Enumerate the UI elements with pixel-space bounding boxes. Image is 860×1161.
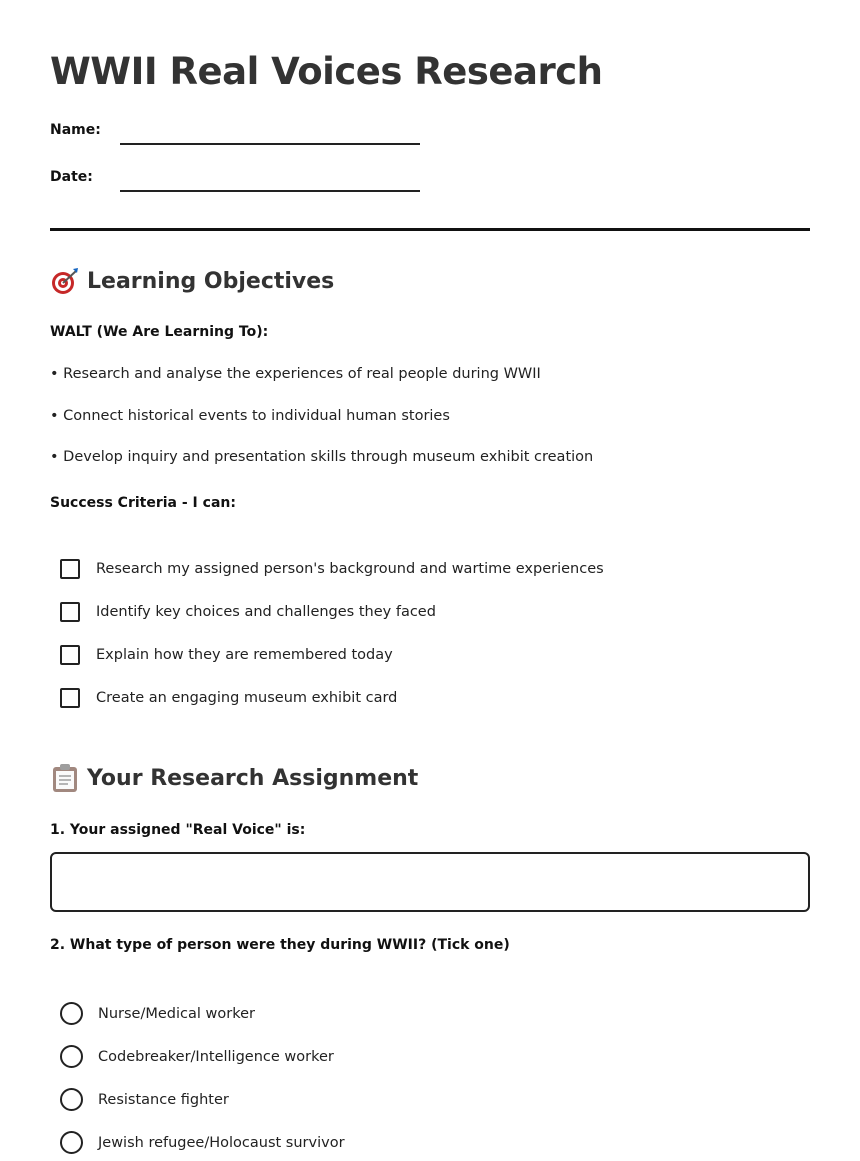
person-type-option xyxy=(60,1045,334,1068)
person-type-label: Nurse/Medical worker xyxy=(98,1005,255,1022)
person-type-option xyxy=(60,1002,255,1025)
walt-item: • Develop inquiry and presentation skills through museum exhibit creation xyxy=(50,449,594,465)
date-field[interactable] xyxy=(120,190,420,192)
research-assignment-heading xyxy=(50,763,418,793)
criteria-item xyxy=(60,688,397,708)
name-field[interactable] xyxy=(120,143,420,145)
criteria-checkbox[interactable] xyxy=(60,645,80,665)
person-type-radio[interactable] xyxy=(60,1045,83,1068)
question-1-label: 1. Your assigned "Real Voice" is: xyxy=(50,822,306,838)
criteria-label: Create an engaging museum exhibit card xyxy=(96,690,398,706)
walt-item: • Connect historical events to individual human stories xyxy=(50,408,450,424)
learning-objectives-heading xyxy=(50,266,334,296)
criteria-checkbox[interactable] xyxy=(60,602,80,622)
learning-objectives-title: Learning Objectives xyxy=(87,268,335,294)
criteria-label: Identify key choices and challenges they faced xyxy=(96,604,436,620)
page-title: WWII Real Voices Research xyxy=(50,50,603,93)
walt-item: • Research and analyse the experiences of real people during WWII xyxy=(50,366,541,382)
criteria-checkbox[interactable] xyxy=(60,559,80,579)
person-type-radio[interactable] xyxy=(60,1002,83,1025)
criteria-item xyxy=(60,559,604,579)
name-label: Name: xyxy=(50,122,101,138)
walt-label: WALT (We Are Learning To): xyxy=(50,324,269,340)
clipboard-icon xyxy=(50,763,80,793)
criteria-label: Research my assigned person's background and wartime experiences xyxy=(96,561,604,577)
person-type-label: Resistance fighter xyxy=(98,1091,229,1108)
success-criteria-label: Success Criteria - I can: xyxy=(50,495,236,511)
question-2-label: 2. What type of person were they during WWII? (Tick one) xyxy=(50,937,510,953)
person-type-radio[interactable] xyxy=(60,1131,83,1154)
header-divider xyxy=(50,228,810,231)
person-type-label: Jewish refugee/Holocaust survivor xyxy=(98,1134,345,1151)
person-type-radio[interactable] xyxy=(60,1088,83,1111)
criteria-checkbox[interactable] xyxy=(60,688,80,708)
criteria-label: Explain how they are remembered today xyxy=(96,647,393,663)
target-icon xyxy=(50,266,80,296)
person-type-label: Codebreaker/Intelligence worker xyxy=(98,1048,334,1065)
person-type-option xyxy=(60,1131,345,1154)
date-label: Date: xyxy=(50,169,93,185)
criteria-item xyxy=(60,645,393,665)
criteria-item xyxy=(60,602,436,622)
real-voice-answer-box[interactable] xyxy=(50,852,810,912)
person-type-option xyxy=(60,1088,229,1111)
research-assignment-title: Your Research Assignment xyxy=(87,765,419,791)
